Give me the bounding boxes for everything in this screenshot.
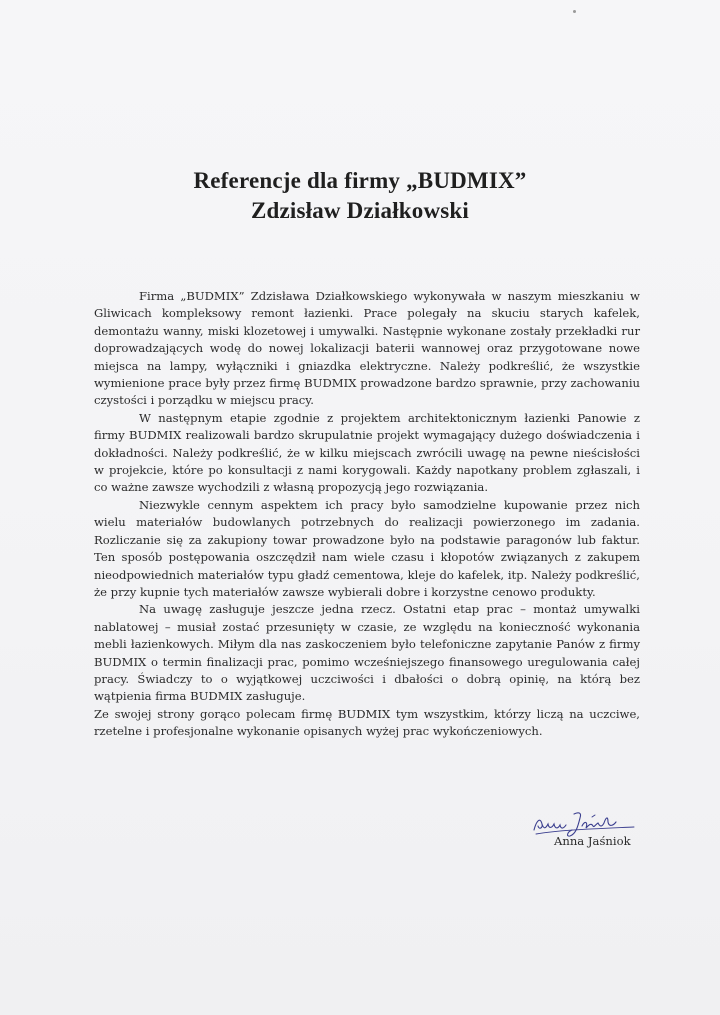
paragraph-4: Na uwagę zasługuje jeszcze jedna rzecz. Ostatni etap prac – montaż umywalki nablatowej – musiał zostać przesunięty w czasie, ze względu na konieczność wykonania mebli łazienkowych. Miłym dla nas zaskoczeniem było telefoniczne zapytanie Panów z firmy BUDMIX o termin finalizacji prac, pomimo wcześniejszego finansowego uregulowania całej pracy. Świadczy to o wyjątkowej uczciwości i dbałości o dobrą opinię, na którą bez wątpienia firma BUDMIX zasługuje. (94, 602, 640, 704)
letter-body (94, 288, 640, 741)
paragraph-5: Ze swojej strony gorąco polecam firmę BUDMIX tym wszystkim, którzy liczą na uczciwe, rzetelne i profesjonalne wykonanie opisanych wyżej prac wykończeniowych. (94, 706, 640, 739)
letter-subtitle: Zdzisław Działkowski (250, 198, 470, 223)
signer-name: Anna Jaśniok (554, 834, 631, 848)
paragraph-1: Firma „BUDMIX” Zdzisława Działkowskiego wykonywała w naszym mieszkaniu w Gliwicach kompleksowy remont łazienki. Prace polegały na skuciu starych kafelek, demontażu wanny, miski klozetowej i umywalki. Następnie wykonane zostały przekładki rur doprowadzających wodę do nowej lokalizacji baterii wannowej oraz przygotowane nowe miejsca na lampy, wyłączniki i gniazdka elektryczne. Należy podkreślić, że wszystkie wymienione prace były przez firmę BUDMIX prowadzone bardzo sprawnie, przy zachowaniu czystości i porządku w miejscu pracy. (94, 289, 640, 408)
paragraph-2: W następnym etapie zgodnie z projektem architektonicznym łazienki Panowie z firmy BUDMIX realizowali bardzo skrupulatnie projekt wymagający dużego doświadczenia i dokładności. Należy podkreślić, że w kilku miejscach zwrócili uwagę na pewne nieścisłości w projekcie, które po konsultacji z nami korygowali. Każdy napotkany problem zgłaszali, i co ważne zawsze wychodzili z własną propozycją jego rozwiązania. (94, 410, 640, 495)
letter-title: Referencje dla firmy „BUDMIX” (193, 168, 527, 193)
paragraph-3: Niezwykle cennym aspektem ich pracy było samodzielne kupowanie przez nich wielu materiałów budowlanych potrzebnych do realizacji powierzonego im zadania. Rozliczanie się za zakupiony towar prowadzone było na podstawie paragonów lub faktur. Ten sposób postępowania oszczędził nam wiele czasu i kłopotów związanych z zakupem nieodpowiednich materiałów typu gładź cementowa, kleje do kafelek, itp. Należy podkreślić, że przy kupnie tych materiałów zawsze wybierali dobre i korzystne cenowo produkty. (94, 497, 640, 599)
scan-speck (573, 10, 576, 13)
